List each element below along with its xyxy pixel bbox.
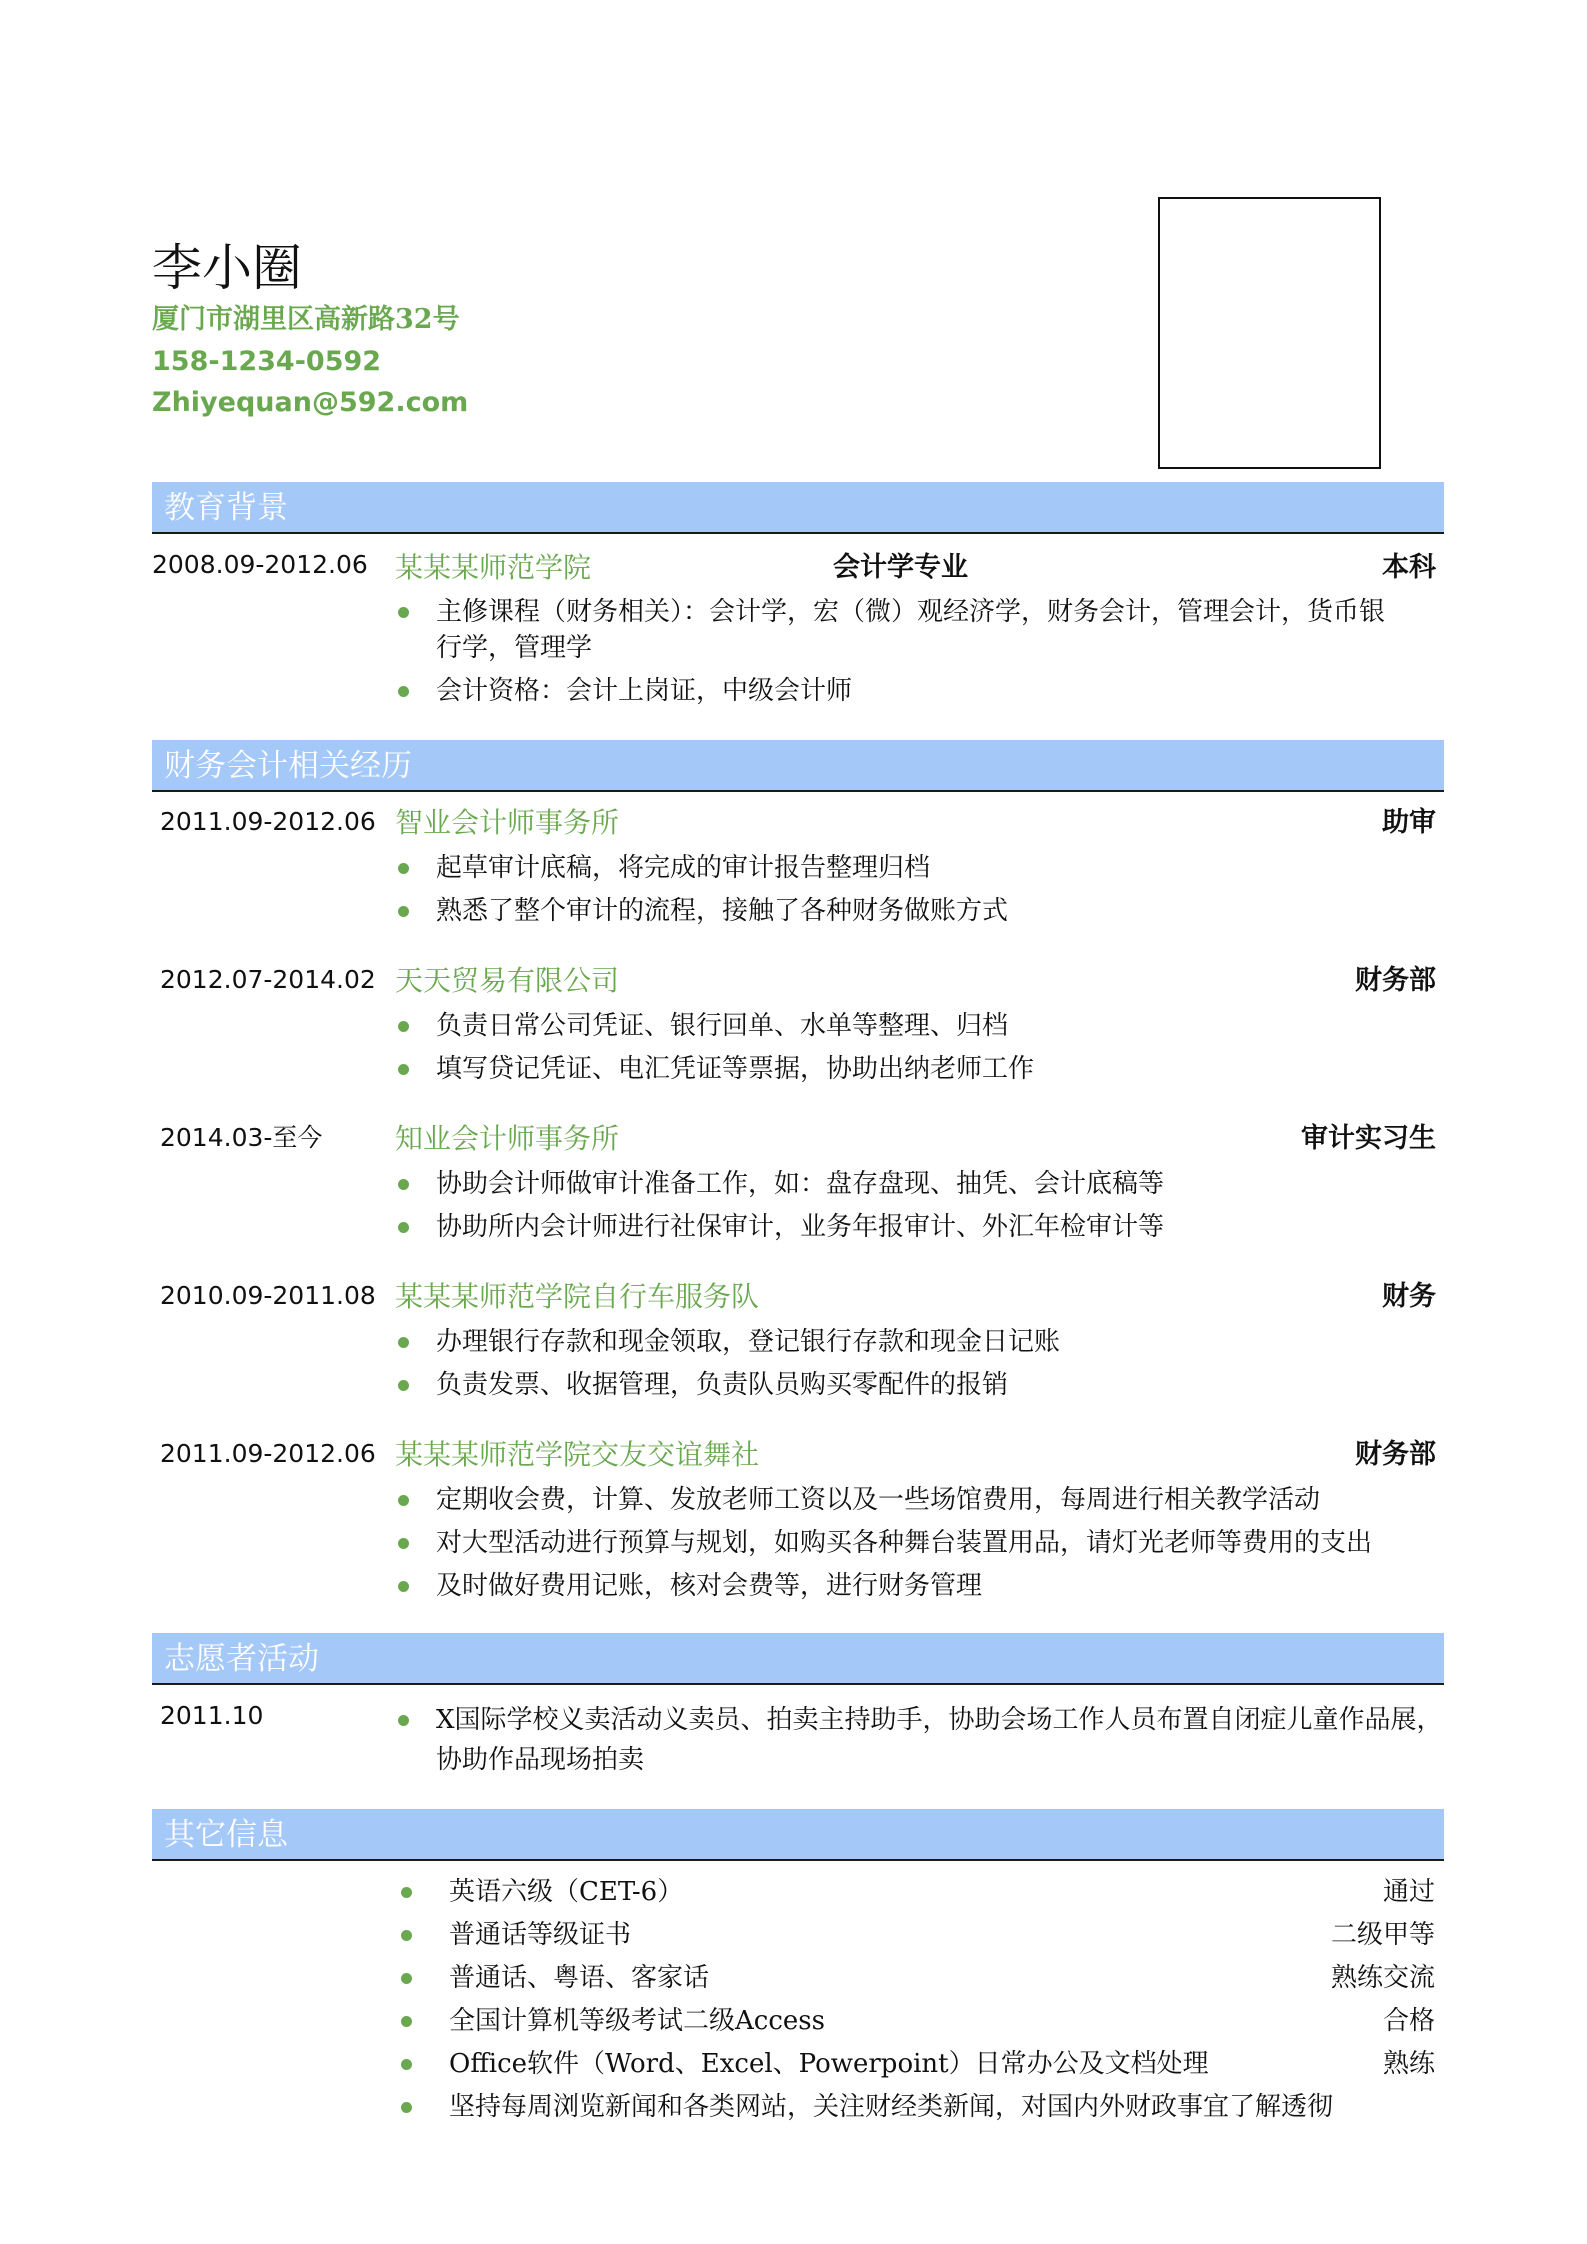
education-degree: 本科 — [1382, 552, 1436, 583]
experience-role: 助审 — [1382, 807, 1436, 838]
experience-role: 审计实习生 — [1301, 1123, 1436, 1154]
bullet-text: 主修课程（财务相关）：会计学，宏（微）观经济学，财务会计，管理会计，货币银 — [436, 597, 1386, 627]
bullet-text: 会计资格：会计上岗证，中级会计师 — [436, 676, 853, 706]
bullet-dot-icon — [401, 2059, 412, 2070]
candidate-name: 李小圈 — [152, 239, 302, 297]
bullet-text: 协助所内会计师进行社保审计，业务年报审计、外汇年检审计等 — [436, 1212, 1165, 1242]
bullet-dot-icon — [401, 2102, 412, 2113]
info-value: 熟练 — [1382, 2049, 1435, 2079]
experience-date: 2011.09-2012.06 — [160, 807, 376, 836]
address: 厦门市湖里区高新路32号 — [152, 304, 460, 335]
experience-date: 2010.09-2011.08 — [160, 1281, 376, 1310]
section-header-volunteer — [152, 1633, 1444, 1685]
experience-org: 某某某师范学院自行车服务队 — [395, 1280, 760, 1313]
section-header-education — [152, 482, 1444, 534]
experience-org: 某某某师范学院交友交谊舞社 — [395, 1438, 760, 1471]
info-text: 英语六级（CET-6） — [449, 1877, 684, 1907]
info-text: 坚持每周浏览新闻和各类网站，关注财经类新闻，对国内外财政事宜了解透彻 — [449, 2092, 1334, 2122]
bullet-dot-icon — [398, 863, 409, 874]
bullet-text: X国际学校义卖活动义卖员、拍卖主持助手，协助会场工作人员布置自闭症儿童作品展， — [436, 1705, 1443, 1735]
bullet-text: 办理银行存款和现金领取，登记银行存款和现金日记账 — [436, 1327, 1061, 1357]
experience-date: 2011.09-2012.06 — [160, 1439, 376, 1468]
list-item — [398, 594, 1444, 666]
bullet-dot-icon — [398, 1064, 409, 1075]
bullet-dot-icon — [398, 906, 409, 917]
bullet-dot-icon — [398, 1715, 409, 1726]
bullet-text: 起草审计底稿，将完成的审计报告整理归档 — [436, 853, 931, 883]
info-value: 二级甲等 — [1330, 1920, 1435, 1950]
info-value: 通过 — [1382, 1877, 1435, 1907]
bullet-dot-icon — [398, 1495, 409, 1506]
list-item — [398, 1702, 1444, 1782]
bullet-dot-icon — [398, 1337, 409, 1348]
section-header-experience — [152, 740, 1444, 792]
info-text: 普通话、粤语、客家话 — [449, 1963, 710, 1993]
bullet-text: 及时做好费用记账，核对会费等，进行财务管理 — [436, 1571, 983, 1601]
info-value: 熟练交流 — [1330, 1963, 1435, 1993]
bullet-dot-icon — [401, 1973, 412, 1984]
experience-role: 财务部 — [1355, 965, 1436, 996]
email-address: Zhiyequan@592.com — [152, 387, 469, 418]
bullet-dot-icon — [398, 1222, 409, 1233]
section-title: 财务会计相关经历 — [164, 748, 412, 784]
bullet-text-continued: 行学，管理学 — [436, 633, 593, 663]
bullet-dot-icon — [398, 1021, 409, 1032]
section-title: 其它信息 — [164, 1817, 288, 1853]
bullet-dot-icon — [401, 1887, 412, 1898]
experience-org: 天天贸易有限公司 — [395, 964, 620, 997]
education-major: 会计学专业 — [833, 552, 968, 583]
section-title: 志愿者活动 — [164, 1641, 319, 1677]
bullet-dot-icon — [401, 2016, 412, 2027]
experience-role: 财务 — [1382, 1281, 1436, 1312]
experience-date: 2012.07-2014.02 — [160, 965, 376, 994]
bullet-dot-icon — [398, 1538, 409, 1549]
bullet-text: 填写贷记凭证、电汇凭证等票据，协助出纳老师工作 — [436, 1054, 1035, 1084]
education-date: 2008.09-2012.06 — [152, 550, 368, 579]
photo-placeholder — [1158, 197, 1381, 469]
bullet-dot-icon — [398, 1380, 409, 1391]
info-value: 合格 — [1382, 2006, 1435, 2036]
bullet-text: 协助会计师做审计准备工作，如：盘存盘现、抽凭、会计底稿等 — [436, 1169, 1165, 1199]
experience-org: 智业会计师事务所 — [395, 806, 620, 839]
bullet-dot-icon — [398, 607, 409, 618]
section-title: 教育背景 — [164, 490, 288, 526]
experience-org: 知业会计师事务所 — [395, 1122, 620, 1155]
bullet-dot-icon — [401, 1930, 412, 1941]
bullet-text: 负责发票、收据管理，负责队员购买零配件的报销 — [436, 1370, 1009, 1400]
experience-role: 财务部 — [1355, 1439, 1436, 1470]
info-text: 全国计算机等级考试二级Access — [449, 2006, 825, 2036]
info-text: Office软件（Word、Excel、Powerpoint）日常办公及文档处理 — [449, 2049, 1209, 2079]
experience-date: 2014.03-至今 — [160, 1123, 323, 1152]
bullet-dot-icon — [398, 1179, 409, 1190]
section-header-other — [152, 1809, 1444, 1861]
bullet-text: 负责日常公司凭证、银行回单、水单等整理、归档 — [436, 1011, 1009, 1041]
bullet-text-continued: 协助作品现场拍卖 — [436, 1745, 645, 1775]
info-text: 普通话等级证书 — [449, 1920, 632, 1950]
bullet-dot-icon — [398, 686, 409, 697]
education-school: 某某某师范学院 — [395, 551, 592, 584]
bullet-text: 对大型活动进行预算与规划，如购买各种舞台装置用品，请灯光老师等费用的支出 — [436, 1528, 1373, 1558]
bullet-dot-icon — [398, 1581, 409, 1592]
phone-number: 158-1234-0592 — [152, 346, 382, 377]
bullet-text: 熟悉了整个审计的流程，接触了各种财务做账方式 — [436, 896, 1009, 926]
bullet-text: 定期收会费，计算、发放老师工资以及一些场馆费用，每周进行相关教学活动 — [436, 1485, 1321, 1515]
volunteer-date: 2011.10 — [160, 1701, 264, 1730]
